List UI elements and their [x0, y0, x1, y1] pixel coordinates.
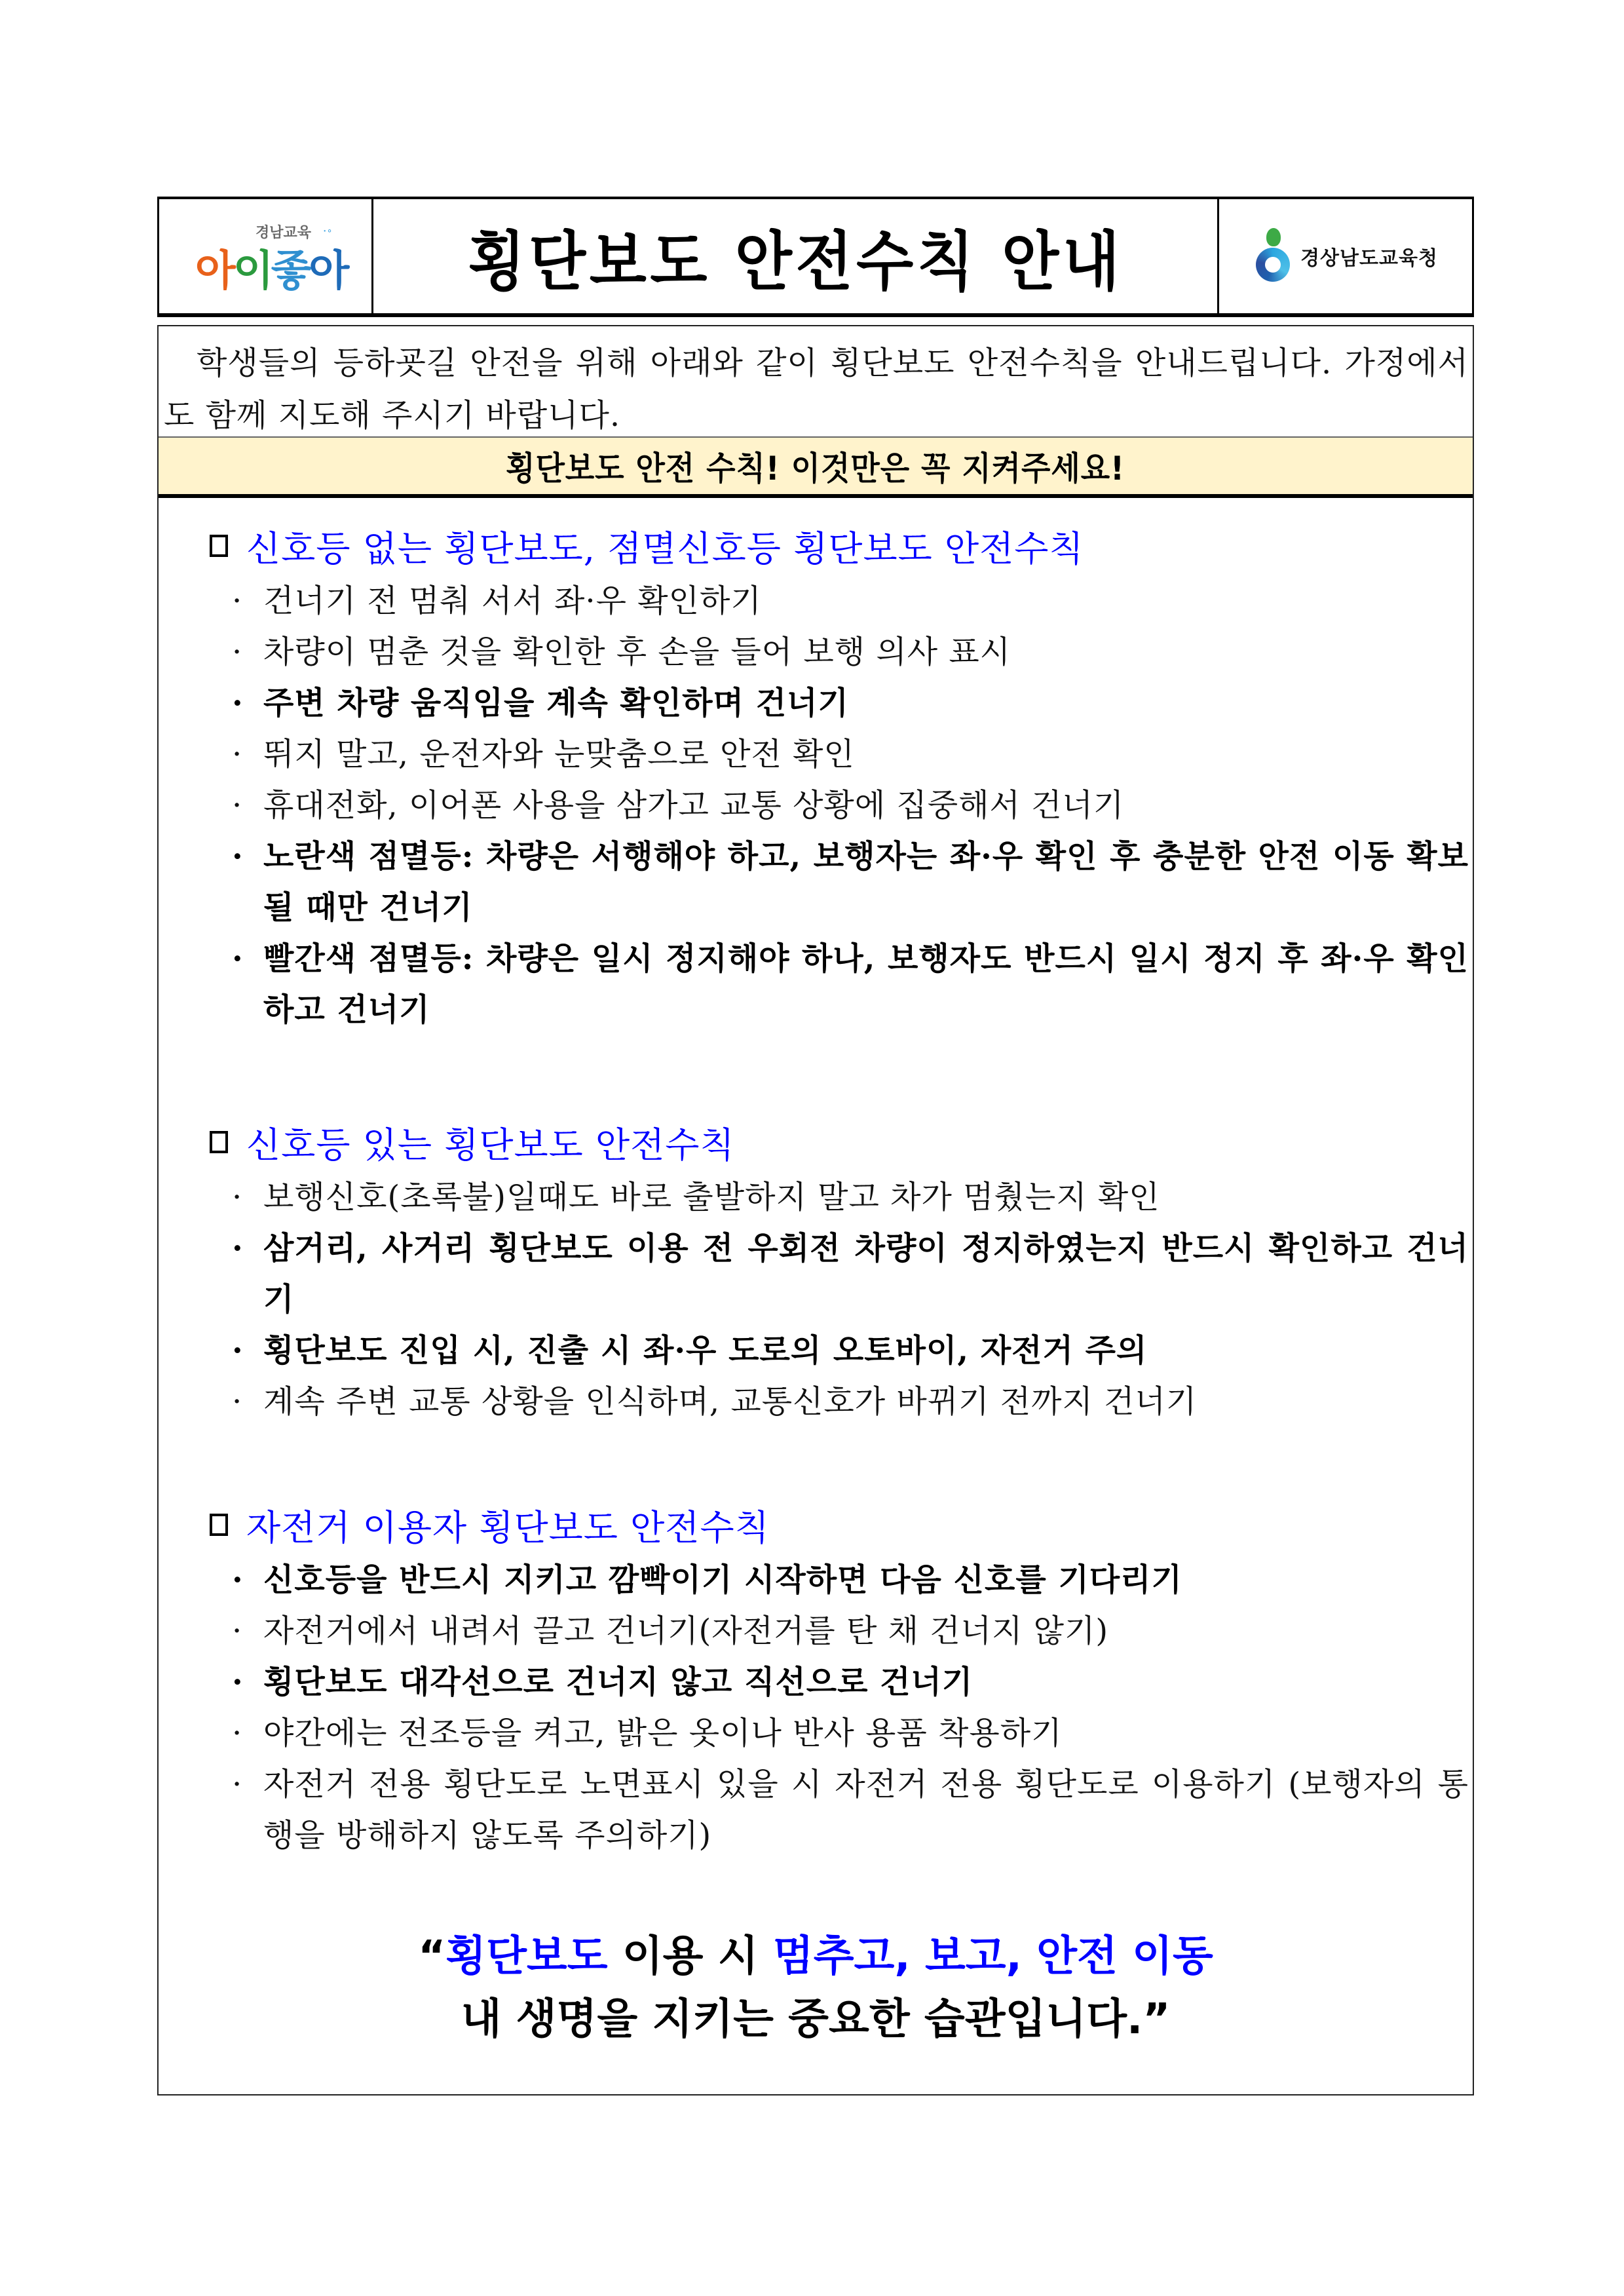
- education-office-logo: [1253, 228, 1438, 284]
- bullet-dot-icon: ·: [232, 1230, 244, 1267]
- page-title: 횡단보도 안전수칙 안내: [468, 224, 1123, 299]
- title-cell: [373, 199, 1219, 313]
- list-item: [159, 831, 1473, 933]
- section-heading: [159, 1495, 1473, 1554]
- slogan-highlight: 멈추고, 보고, 안전 이동: [772, 1932, 1213, 1981]
- bullet-dot-icon: ·: [232, 1664, 244, 1700]
- list-item: [159, 1325, 1473, 1376]
- slogan-text: 이용 시: [607, 1932, 773, 1981]
- logo-sparkle-icon: ˙˚: [322, 227, 332, 243]
- list-item: [159, 1172, 1473, 1223]
- bullet-dot-icon: ·: [232, 787, 243, 824]
- logo-subtitle: 경남교육: [255, 225, 312, 241]
- list-item-text: 차량이 멈춘 것을 확인한 후 손을 들어 보행 의사 표시: [263, 634, 1011, 670]
- left-logo-cell: [159, 199, 373, 313]
- bullet-dot-icon: ·: [232, 1766, 243, 1803]
- list-item: [159, 933, 1473, 1035]
- list-item-text: 삼거리, 사거리 횡단보도 이용 전 우회전 차량이 정지하였는지 반드시 확인하고 건너기: [263, 1230, 1469, 1318]
- header-table: [157, 197, 1474, 317]
- logo-wordmark: [195, 237, 347, 297]
- content-box: [157, 325, 1474, 2095]
- section-with-signal: [159, 1113, 1473, 1427]
- list-item-text: 자전거 전용 횡단도로 노면표시 있을 시 자전거 전용 횡단도로 이용하기 (보행자의 통행을 방해하지 않도록 주의하기): [263, 1766, 1469, 1854]
- education-office-emblem-icon: [1253, 228, 1293, 284]
- intro-text: 학생들의 등하굣길 안전을 위해 아래와 같이 횡단보도 안전수칙을 안내드립니다. 가정에서도 함께 지도해 주시기 바랍니다.: [164, 345, 1469, 434]
- list-item-text: 야간에는 전조등을 켜고, 밝은 옷이나 반사 용품 착용하기: [263, 1715, 1063, 1751]
- list-item: [159, 1605, 1473, 1656]
- section-bicycle: [159, 1495, 1473, 1861]
- checkbox-square-icon: [210, 1514, 228, 1536]
- slogan-line-1: [159, 1925, 1473, 1988]
- list-item: [159, 626, 1473, 678]
- list-item: [159, 1656, 1473, 1708]
- list-item-text: 자전거에서 내려서 끌고 건너기(자전거를 탄 채 건너지 않기): [263, 1613, 1109, 1649]
- logo-char: 이: [233, 247, 271, 296]
- bullet-dot-icon: ·: [232, 940, 244, 977]
- bullet-dot-icon: ·: [232, 736, 243, 773]
- list-item: [159, 1223, 1473, 1325]
- list-item-text: 휴대전화, 이어폰 사용을 삼가고 교통 상황에 집중해서 건너기: [263, 787, 1125, 824]
- slogan-line-2: 내 생명을 지키는 중요한 습관입니다.”: [461, 1995, 1171, 2044]
- list-item-text: 건너기 전 멈춰 서서 좌·우 확인하기: [263, 583, 762, 619]
- bullet-dot-icon: ·: [232, 1383, 243, 1420]
- section-title: 신호등 없는 횡단보도, 점멸신호등 횡단보도 안전수칙: [246, 527, 1084, 569]
- bullet-dot-icon: ·: [232, 1179, 243, 1215]
- banner-text: 횡단보도 안전 수칙! 이것만은 꼭 지켜주세요!: [506, 450, 1125, 488]
- bullet-dot-icon: ·: [232, 1561, 244, 1598]
- list-item: [159, 780, 1473, 831]
- list-item: [159, 729, 1473, 780]
- section-title: 신호등 있는 횡단보도 안전수칙: [246, 1124, 735, 1166]
- leaf-icon: [1266, 228, 1281, 246]
- bullet-dot-icon: ·: [232, 1715, 243, 1751]
- intro-paragraph: [159, 326, 1473, 435]
- aijoa-logo: [183, 207, 347, 305]
- list-item-text: 횡단보도 진입 시, 진출 시 좌·우 도로의 오토바이, 자전거 주의: [263, 1332, 1148, 1369]
- list-item: [159, 1759, 1473, 1861]
- bullet-dot-icon: ·: [232, 838, 244, 875]
- education-office-name: 경상남도교육청: [1300, 247, 1438, 270]
- list-item-text: 주변 차량 움직임을 계속 확인하며 건너기: [263, 685, 849, 721]
- section-heading: [159, 1113, 1473, 1172]
- list-item-text: 신호등을 반드시 지키고 깜빡이기 시작하면 다음 신호를 기다리기: [263, 1561, 1182, 1598]
- bullet-dot-icon: ·: [232, 685, 244, 721]
- list-item-text: 빨간색 점멸등: 차량은 일시 정지해야 하나, 보행자도 반드시 일시 정지 후 좌·우 확인하고 건너기: [263, 940, 1469, 1028]
- bullet-dot-icon: ·: [232, 634, 243, 670]
- list-item-text: 횡단보도 대각선으로 건너지 않고 직선으로 건너기: [263, 1664, 973, 1700]
- list-item: [159, 1554, 1473, 1605]
- slogan-highlight: 횡단보도: [445, 1932, 608, 1981]
- list-item-text: 계속 주변 교통 상황을 인식하며, 교통신호가 바뀌기 전까지 건너기: [263, 1383, 1198, 1420]
- bullet-dot-icon: ·: [232, 583, 243, 619]
- bullet-dot-icon: ·: [232, 1332, 244, 1369]
- list-item: [159, 575, 1473, 626]
- checkbox-square-icon: [210, 1131, 228, 1153]
- closing-slogan: [159, 1925, 1473, 2051]
- list-item: [159, 1376, 1473, 1427]
- bullet-dot-icon: ·: [232, 1613, 243, 1649]
- section-no-signal: [159, 516, 1473, 1035]
- list-item-text: 노란색 점멸등: 차량은 서행해야 하고, 보행자는 좌·우 확인 후 충분한 안전 이동 확보될 때만 건너기: [263, 838, 1469, 926]
- highlight-banner: [159, 436, 1473, 498]
- logo-char: 좋: [271, 247, 309, 296]
- section-heading: [159, 516, 1473, 575]
- section-title: 자전거 이용자 횡단보도 안전수칙: [246, 1506, 770, 1548]
- list-item: [159, 678, 1473, 729]
- list-item-text: 보행신호(초록불)일때도 바로 출발하지 말고 차가 멈췄는지 확인: [263, 1179, 1160, 1215]
- right-logo-cell: [1219, 199, 1472, 313]
- open-quote: “: [418, 1932, 446, 1981]
- list-item: [159, 1708, 1473, 1759]
- logo-char: 아: [195, 247, 233, 296]
- logo-char: 아: [309, 247, 347, 296]
- list-item-text: 뛰지 말고, 운전자와 눈맞춤으로 안전 확인: [263, 736, 855, 773]
- ring-icon: [1256, 248, 1290, 282]
- checkbox-square-icon: [210, 535, 228, 557]
